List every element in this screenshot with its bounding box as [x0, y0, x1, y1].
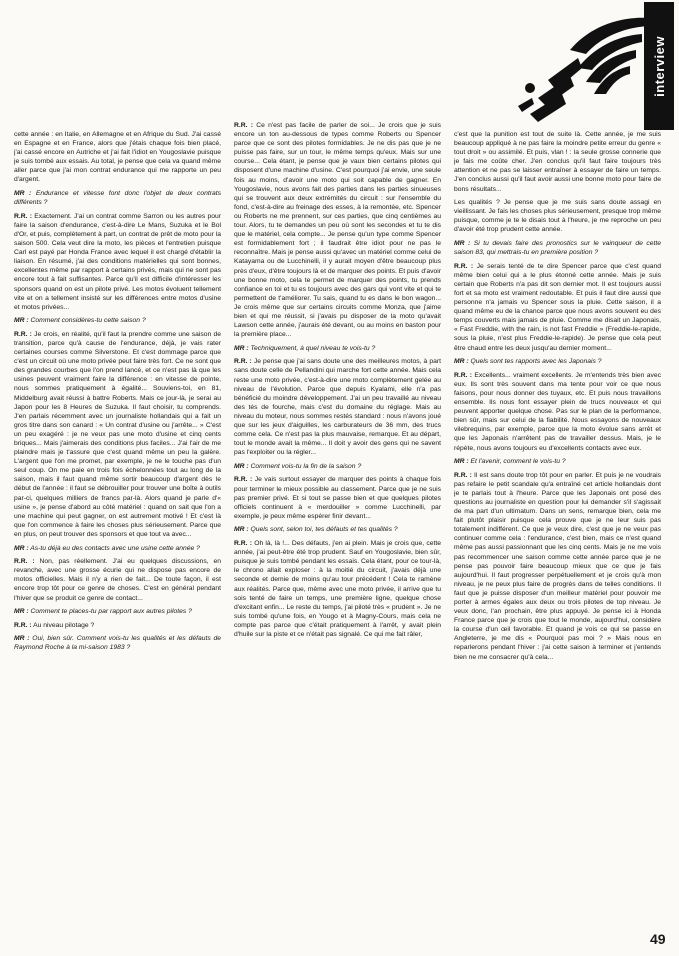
speaker-label: R.R. : — [234, 476, 253, 484]
answer-paragraph — [454, 198, 661, 234]
paragraph-text: Il est sans doute trop tôt pour en parler. Et puis je ne voudrais pas refaire le petit scandale qu'a entraîné cet article hollandais dont je te parlais tout à l'heure. Parce que les Japonais ont posé des questions au journaliste en question pour lui demander s'il s'agissait de ma part d'un ultimatum. Dans un sens, remarque bien, cela me fait plutôt plaisir puisque cela prouve que je ne leur suis pas totalement indifférent. Ce que je veux dire, c'est que je ne veux pas continuer comme cela : l'endurance, c'est bien, mais ce n'est quand même pas aussi passionnant que les cinq cents. Mais je ne me vois pas recommencer une saison comme cette année parce que je ne pense pas pouvoir faire beaucoup mieux que ce que je fais aujourd'hui. Il faut progresser perpétuellement et je crois qu'à mon niveau, je ne peux plus faire de progrès dans de telles conditions. Il faut que je puisse disposer d'un meilleur matériel pour pouvoir me porter à armes égales aux deux ou trois pilotes de top niveau. Je veux donc, l'an prochain, être plus appuyé. Je pense ici à Honda France parce que je crois que tout le monde, aujourd'hui, considère la course d'un œil favorable. Et quand je vois ce qui se passe en Angleterre, je me dis « Pourquoi pas moi ? » Mais nous en reparlerons pendant l'hiver : j'ai cette saison à terminer et j'entends bien ne me consacrer qu'à cela... — [454, 471, 661, 661]
interviewer-label: MR : — [234, 526, 249, 534]
answer-paragraph — [454, 371, 661, 453]
paragraph-text: Comment te places-tu par rapport aux autres pilotes ? — [30, 608, 192, 616]
interviewer-label: MR : — [234, 344, 249, 352]
paragraph-text: Non, pas réellement. J'ai eu quelques discussions, en revanche, avec une grosse écurie qui ne dispose pas encore de motos officielles. Mais il n'y a rien de fait... De toute façon, il est encore trop tôt pour ce genre de choses. C'est en général pendant l'hiver que se produit ce genre de contact... — [14, 558, 221, 602]
speaker-label: R.R. : — [14, 621, 32, 629]
paragraph-text: Et l'avenir, comment le vois-tu ? — [470, 458, 566, 466]
paragraph-text: cette année : en Italie, en Allemagne et en Afrique du Sud. J'ai cassé en Espagne et en France, alors que j'étais chaque fois bien placé, j'ai cassé encore en Autriche et j'ai fait l'idiot en Yougoslavie puisque je suis tombé aux essais. Au total, je pense que cela va quand même aller parce que j'ai mon contrat endurance qui me rapporte un peu d'argent. — [14, 131, 221, 184]
text-column-2 — [234, 121, 441, 936]
answer-paragraph — [14, 621, 221, 630]
question-paragraph — [454, 239, 661, 257]
paragraph-text: Je crois, en réalité, qu'il faut la prendre comme une saison de transition, parce qu'à cause de l'endurance, déjà, je vais rater certaines courses comme Silverstone. Et c'est dommage parce que c'est un circuit où une moto privée peut faire très fort. Ce ne sont que des grandes courbes que l'on prend lancé, et ce n'est pas là que les usines peuvent vraiment faire la différence : en vitesse de pointe, nous sommes pratiquement à égalité... Souviens-toi, en 81, Middelburg avait réussi à battre Roberts. Mais ce jour-là, je serai au Japon pour les 8 Heures de Suzuka. Il faut choisir, tu comprends. J'en parlais récemment avec un journaliste hollandais qui a fait un gros titre dans son canard : « Un contrat d'usine ou j'arrête... » C'est un peu exagéré : je ne veux pas une moto d'usine et cinq cents briques... Mais j'aimerais des conditions plus faciles... J'ai l'air de me plaindre mais je t'assure que c'est quand même un peu la galère. L'argent que l'on me promet, par exemple, je ne le touche pas d'un seul coup. On me paie en trois fois échelonnées tout au long de la saison, mais il faut quand même sortir beaucoup d'argent dès le début de l'année : il faut se débrouiller pour trouver une boîte à outils par-ci, quelques milliers de francs par-là. Alors quand je parle d'« usine », je pense d'abord au côté matériel : quand on sait que l'on a une machine qui peut gagner, on est autrement motivé ! Et c'est là que l'on commence à faire les choses plus sérieusement. Parce que en plus, on peut trouver des sponsors et que tout va avec... — [14, 330, 221, 538]
answer-paragraph — [234, 121, 441, 339]
interviewer-label: MR : — [14, 317, 29, 325]
paragraph-text: Quels sont tes rapports avec les Japonais ? — [470, 358, 602, 366]
text-column-1 — [14, 130, 221, 935]
interviewer-label: MR : — [454, 458, 469, 466]
answer-paragraph — [14, 130, 221, 185]
paragraph-text: Techniquement, à quel niveau te vois-tu ? — [250, 344, 376, 352]
answer-paragraph — [234, 539, 441, 639]
answer-paragraph — [234, 475, 441, 520]
question-paragraph — [14, 634, 221, 652]
answer-paragraph — [454, 471, 661, 662]
paragraph-text: Comment considères-tu cette saison ? — [30, 317, 146, 325]
question-paragraph — [14, 189, 221, 207]
paragraph-text: Les qualités ? Je pense que je me suis sans doute assagi en vieillissant. Je fais les choses plus sérieusement, presque trop même puisque, comme je te le disais tout à l'heure, je me reproche un peu d'avoir été trop prudent cette année. — [454, 199, 661, 234]
answer-paragraph — [454, 130, 661, 194]
paragraph-text: Ce n'est pas facile de parler de soi... Je crois que je suis encore un ton au-dessous de types comme Roberts ou Spencer parce que ce sont des pilotes formidables. Je ne dis pas que je ne puisse pas faire, sur un tour, le même temps qu'eux. Mais sur une course... Cela étant, je pense que je vaux bien certains pilotes qui disposent d'une machine d'usine. C'est pourquoi j'ai envie, une seule fois au moins, d'avoir une moto qui soit capable de gagner. En Yougoslavie, nous avons fait des parties dans les parties sinueuses qui se trouvent aux deux extrémités du circuit : sur l'ensemble du fond, c'est-à-dire au freinage des esses, à la remontée, etc. Spencer ou Roberts ne me prennent, sur ces parties, que cinq centièmes au tour. Alors, tu te demandes un peu où sont les secondes et tu te dis que le matériel, cela compte... Je pense qu'un type comme Spencer est formidablement fort ; il faudrait être idiot pour ne pas le reconnaître. Mais je pense aussi qu'avec un matériel comme celui de Katayama ou de Lucchinelli, il y aurait moyen d'être beaucoup plus près d'eux, d'être toujours là et de marquer des points. Et puis d'avoir une bonne moto, cela te permet de marquer des points, tu prends confiance en toi et tu es toujours avec des gars qui vont vite et qui te permettent de t'améliorer. Tu sais, quand tu es dans le bon wagon... Je crois même que sur certains circuits comme Monza, que j'aime bien et qui me réussit, si j'avais pu disposer de la moto qu'avait Lawson cette année, j'aurais été devant, ou au moins en baston pour la première place... — [234, 122, 441, 339]
paragraph-text: Endurance et vitesse font donc l'objet de deux contrats différents ? — [14, 190, 221, 207]
answer-paragraph — [14, 212, 221, 312]
page-number: 49 — [650, 931, 666, 947]
answer-paragraph — [14, 330, 221, 539]
question-paragraph — [454, 357, 661, 366]
question-paragraph — [234, 344, 441, 353]
answer-paragraph — [14, 557, 221, 602]
speaker-label: R.R. : — [234, 358, 252, 366]
speaker-label: R.R. : — [14, 558, 35, 566]
paragraph-text: Comment vois-tu la fin de la saison ? — [250, 462, 362, 470]
question-paragraph — [234, 462, 441, 471]
section-tab — [644, 2, 674, 130]
speaker-label: R.R. : — [234, 540, 252, 548]
speaker-label: R.R. : — [454, 471, 472, 479]
speaker-label: R.R. : — [454, 371, 473, 379]
answer-paragraph — [454, 262, 661, 353]
paragraph-text: Je vais surtout essayer de marquer des points à chaque fois pour terminer le mieux possible au classement. Parce que je ne suis pas premier privé. Et si tout se passe bien et que quelques pilotes officiels continuent à « merdouiller » comme Lucchinelli, par exemple, je peux même espérer finir devant... — [234, 476, 441, 520]
question-paragraph — [14, 544, 221, 553]
paragraph-text: Si tu devais faire des pronostics sur le vainqueur de cette saison 83, qui mettrais-tu en première position ? — [454, 240, 661, 257]
wing-logo-icon — [508, 10, 656, 130]
interviewer-label: MR : — [454, 240, 471, 248]
speaker-label: R.R. : — [14, 330, 32, 338]
question-paragraph — [234, 525, 441, 534]
speaker-label: R.R. : — [14, 212, 33, 220]
interviewer-label: MR : — [234, 462, 249, 470]
text-column-3 — [454, 130, 661, 935]
paragraph-text: Je serais tenté de te dire Spencer parce que c'est quand même bien celui qui a le plus étonné cette année. Mais je suis certain que Roberts n'a pas dit son dernier mot. Il est toujours aussi fort et sa moto est vraiment redoutable. Et puis il faut dire aussi que personne n'a jamais vu Spencer sous la pluie. Cette saison, il a quand même eu de la chance parce que nous avons souvent eu des temps couverts mais jamais de pluie. Comme me disait un Japonais, « Fast Freddie, with the rain, is not fast Freddie » (Freddie-le-rapide, sous la pluie, n'est plus Freddie-le-rapide). Je pense que cela peut être chaud entre les deux jusqu'au dernier moment... — [454, 262, 661, 352]
interviewer-label: MR : — [454, 358, 469, 366]
interviewer-label: MR : — [14, 544, 29, 552]
interviewer-label: MR : — [14, 190, 32, 198]
paragraph-text: As-tu déjà eu des contacts avec une usine cette année ? — [30, 544, 200, 552]
paragraph-text: Je pense que j'ai sans doute une des meilleures motos, à part sans doute celle de Pellandini qui marche fort cette année. Mais cela reste une moto privée, c'est-à-dire une moto complètement gelée au niveau de l'évolution. Parce que depuis Kyalami, elle n'a pas bénéficié du moindre développement. J'ai un peu travaillé au niveau des tés de fourche, mais c'est du domaine du réglage. Mais au niveau du moteur, nous sommes restés standard : nous n'avons joué que sur les jeux d'aiguilles, les carburateurs de 36 mm, des trucs comme cela. Ce n'est pas la plus mauvaise, remarque. Et au départ, tout le monde avait la même... Il doit y avoir des gens qui ne savent pas l'exploiter ou la régler... — [234, 358, 441, 457]
paragraph-text: Oh là, là !... Des défauts, j'en ai plein. Mais je crois que, cette année, j'ai peut-être été trop prudent. Sauf en Yougoslavie, bien sûr, puisque je suis tombé pendant les essais. Cela étant, pour ce tour-là, le chrono allait exploser : à la moitié du circuit, j'avais déjà une seconde et demie de moins qu'au tour précédent ! Cela te ramène aux réalités. Parce que, même avec une moto privée, il arrive que tu sois tenté de faire un temps, une première ligne, quelque chose d'excitant enfin... Le reste du temps, j'ai piloté très « prudent ». Je ne suis tombé qu'une fois, en Yougo et à Magny-Cours, mais cela ne compte pas parce que c'était pratiquement à l'arrêt, y avait plein d'huile sur la piste et ce n'était pas signalé. Ce qui me fait râler, — [234, 540, 441, 638]
paragraph-text: c'est que la punition est tout de suite là. Cette année, je me suis beaucoup appliqué à ne pas faire la moindre petite erreur du genre « tout droit » ou assimilé. Et puis, vlan ! : la seule grosse connerie que je fais me coûte cher. J'en conclus qu'il faut faire toujours très attention et ne pas se laisser entraîner à essayer de faire un temps. J'en conclus aussi qu'il faut avoir aussi une bonne moto pour faire de bons résultats... — [454, 131, 661, 193]
paragraph-text: Exactement. J'ai un contrat comme Sarron ou les autres pour faire la saison d'endurance, c'est-à-dire Le Mans, Suzuka et le Bol d'Or, et puis, complètement à part, un contrat de prêt de moto pour la saison 500. Cela veut dire la moto, les pièces et l'entretien puisque Carl est payé par Honda France avec lequel il est chargé d'établir la liaison. En résumé, j'ai des conditions matérielles qui sont bonnes, excellentes même par rapport à certains privés, mais qui ne sont pas encore tout à fait suffisantes. Parce qu'il est difficile d'intéresser les sponsors quand on est un pilote privé. Les motos évoluent tellement vite et on a tellement insisté sur les différences entre motos d'usine et motos privées... — [14, 212, 221, 311]
answer-paragraph — [234, 357, 441, 457]
interviewer-label: MR : — [14, 608, 29, 616]
question-paragraph — [14, 607, 221, 616]
paragraph-text: Quels sont, selon toi, tes défauts et tes qualités ? — [250, 526, 398, 534]
question-paragraph — [14, 316, 221, 325]
speaker-label: R.R. : — [454, 262, 474, 270]
paragraph-text: Excellents... vraiment excellents. Je m'entends très bien avec eux. Ils sont très souvent dans ma tente pour voir ce que nous faisons, pour nous donner des tuyaux, etc. Et puis nous travaillons ensemble. Ils nous font essayer plein de trucs nouveaux et qui peuvent apporter quelque chose. Pas sur le plan de la performance, bien sûr, mais sur celui de la fiabilité. Nous essayons de nouveaux vilebrequins, par exemple, parce que la moto évolue sans arrêt et que les Japonais n'arrêtent pas de travailler dessus. Mais, je le répète, nous avons toujours eu d'excellents contacts avec eux. — [454, 371, 661, 452]
section-tab-label: interview — [651, 35, 667, 97]
paragraph-text: Oui, bien sûr. Comment vois-tu les qualités et les défauts de Raymond Roche à la mi-saison 1983 ? — [14, 635, 221, 652]
interviewer-label: MR : — [14, 635, 30, 643]
speaker-label: R.R. : — [234, 122, 253, 129]
paragraph-text: Au niveau pilotage ? — [33, 621, 95, 629]
question-paragraph — [454, 457, 661, 466]
